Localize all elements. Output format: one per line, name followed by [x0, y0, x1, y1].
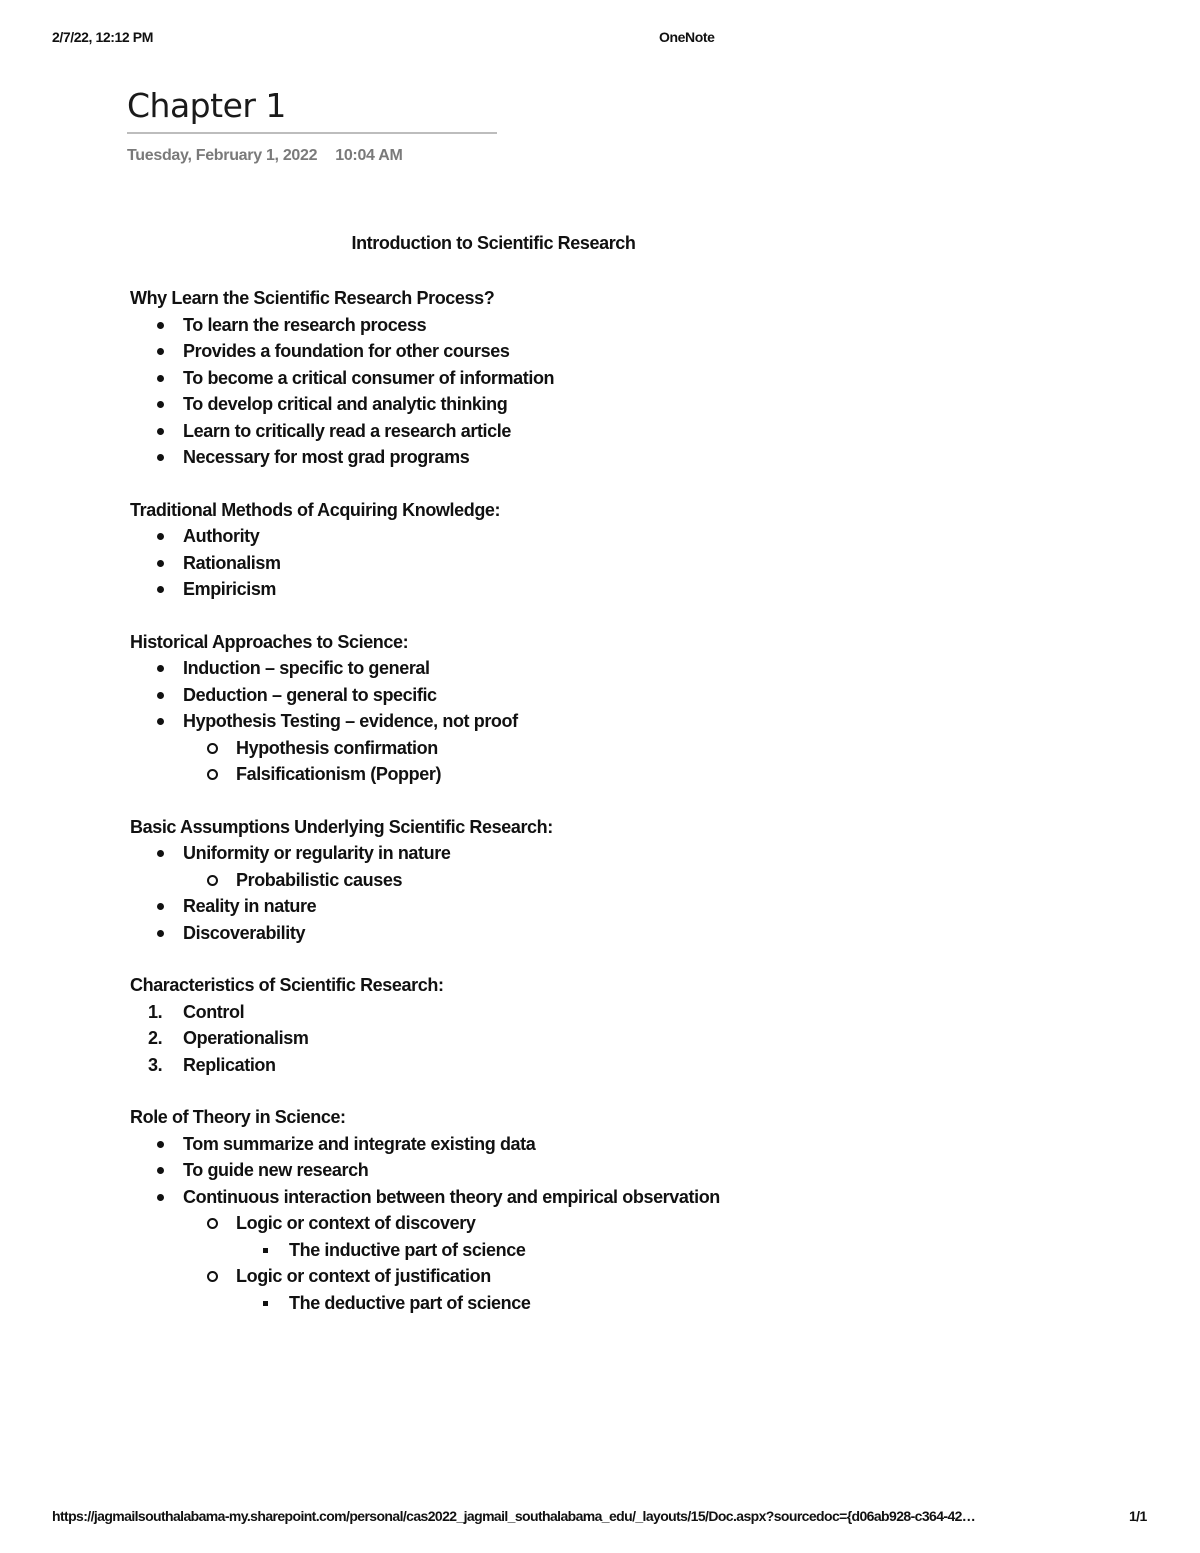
- list-item: [130, 1184, 1050, 1211]
- bullet-icon: [157, 560, 164, 567]
- list-item: [130, 418, 1050, 445]
- bullet-list: [130, 655, 1050, 788]
- list-item-text: Reality in nature: [183, 896, 317, 916]
- list-item-text: Logic or context of justification: [236, 1266, 491, 1286]
- list-item-text: Control: [183, 1001, 245, 1022]
- sub-list-item: [130, 867, 1050, 894]
- bullet-icon: [157, 903, 164, 910]
- sub-list-item: [130, 1263, 1050, 1290]
- numbered-list: [130, 999, 1050, 1079]
- print-url: https://jagmailsouthalabama-my.sharepoint.com/personal/cas2022_jagmail_southalabama_edu/_layouts/15/Doc.aspx?sourcedoc={d06ab928-c364-42…: [52, 1508, 976, 1524]
- list-number: 1.: [148, 1001, 163, 1022]
- list-item-text: Hypothesis Testing – evidence, not proof: [183, 711, 518, 731]
- bullet-icon: [157, 1194, 164, 1201]
- section-why-learn: [130, 285, 1050, 471]
- list-item-text: Uniformity or regularity in nature: [183, 843, 451, 863]
- circle-bullet-icon: [207, 1218, 218, 1229]
- sub-sub-list-item: [130, 1237, 1050, 1264]
- list-number: 2.: [148, 1028, 163, 1048]
- list-item-text: To become a critical consumer of information: [183, 367, 555, 388]
- list-item: [130, 523, 1050, 550]
- list-item-text: The deductive part of science: [289, 1292, 531, 1313]
- list-item: [130, 920, 1050, 947]
- section-characteristics: [130, 972, 1050, 1078]
- list-item-text: Learn to critically read a research article: [183, 420, 511, 441]
- page-date-time: [127, 147, 403, 165]
- circle-bullet-icon: [207, 875, 218, 886]
- bullet-icon: [157, 322, 164, 329]
- bullet-list: [130, 840, 1050, 946]
- list-item: [130, 999, 1050, 1026]
- section-title: Role of Theory in Science:: [130, 1107, 346, 1127]
- list-item-text: To guide new research: [183, 1160, 369, 1180]
- list-number: 3.: [148, 1054, 163, 1075]
- list-item: [130, 655, 1050, 682]
- print-app-name: OneNote: [659, 29, 715, 45]
- sub-list-item: [130, 735, 1050, 762]
- note-content: [130, 230, 1050, 1342]
- bullet-icon: [157, 692, 164, 699]
- bullet-list: [130, 523, 1050, 603]
- bullet-icon: [157, 454, 164, 461]
- section-traditional-methods: [130, 497, 1050, 603]
- bullet-icon: [157, 428, 164, 435]
- list-item: [130, 708, 1050, 735]
- list-item: [130, 312, 1050, 339]
- list-item: [130, 840, 1050, 867]
- list-item-text: Logic or context of discovery: [236, 1213, 476, 1233]
- list-item-text: Tom summarize and integrate existing data: [183, 1133, 536, 1154]
- bullet-icon: [157, 930, 164, 937]
- bullet-icon: [157, 375, 164, 382]
- bullet-icon: [157, 1141, 164, 1148]
- sub-list-item: [130, 1210, 1050, 1237]
- section-title: Characteristics of Scientific Research:: [130, 975, 444, 995]
- page-title: Chapter 1: [127, 86, 286, 125]
- list-item-text: Deduction – general to specific: [183, 684, 437, 705]
- title-underline: [127, 132, 497, 134]
- section-basic-assumptions: [130, 814, 1050, 947]
- print-timestamp: 2/7/22, 12:12 PM: [52, 29, 153, 45]
- list-item-text: Probabilistic causes: [236, 869, 403, 890]
- section-title: Traditional Methods of Acquiring Knowledge:: [130, 499, 501, 520]
- list-item: [130, 893, 1050, 920]
- bullet-list: [130, 1131, 1050, 1317]
- list-item-text: Provides a foundation for other courses: [183, 341, 510, 361]
- bullet-icon: [157, 401, 164, 408]
- list-item: [130, 391, 1050, 418]
- section-historical-approaches: [130, 629, 1050, 788]
- list-item-text: Necessary for most grad programs: [183, 447, 470, 467]
- list-item-text: To learn the research process: [183, 314, 427, 335]
- list-item: [130, 1131, 1050, 1158]
- list-item: [130, 444, 1050, 471]
- list-item: [130, 1157, 1050, 1184]
- list-item-text: Authority: [183, 526, 260, 546]
- list-item-text: Induction – specific to general: [183, 658, 430, 678]
- list-item: [130, 550, 1050, 577]
- list-item: [130, 682, 1050, 709]
- bullet-icon: [157, 718, 164, 725]
- bullet-icon: [157, 348, 164, 355]
- list-item: [130, 1052, 1050, 1079]
- list-item-text: The inductive part of science: [289, 1239, 526, 1260]
- section-title: Why Learn the Scientific Research Process?: [130, 288, 495, 308]
- bullet-icon: [157, 533, 164, 540]
- list-item-text: Continuous interaction between theory and empirical observation: [183, 1186, 720, 1207]
- list-item: [130, 576, 1050, 603]
- page-time: 10:04 AM: [335, 147, 403, 164]
- list-item-text: To develop critical and analytic thinking: [183, 394, 508, 414]
- sub-list-item: [130, 761, 1050, 788]
- list-item-text: Replication: [183, 1054, 276, 1075]
- document-heading: Introduction to Scientific Research: [351, 233, 636, 253]
- square-bullet-icon: [263, 1301, 268, 1306]
- bullet-list: [130, 312, 1050, 471]
- square-bullet-icon: [263, 1248, 268, 1253]
- circle-bullet-icon: [207, 743, 218, 754]
- bullet-icon: [157, 586, 164, 593]
- section-title: Basic Assumptions Underlying Scientific Research:: [130, 816, 553, 837]
- list-item: [130, 1025, 1050, 1052]
- list-item-text: Hypothesis confirmation: [236, 737, 438, 758]
- list-item-text: Rationalism: [183, 552, 281, 573]
- section-title: Historical Approaches to Science:: [130, 631, 409, 652]
- bullet-icon: [157, 850, 164, 857]
- bullet-icon: [157, 1167, 164, 1174]
- print-page-count: 1/1: [1129, 1508, 1147, 1524]
- sub-sub-list-item: [130, 1290, 1050, 1317]
- circle-bullet-icon: [207, 769, 218, 780]
- list-item: [130, 338, 1050, 365]
- bullet-icon: [157, 665, 164, 672]
- list-item-text: Discoverability: [183, 922, 306, 943]
- list-item: [130, 365, 1050, 392]
- section-role-of-theory: [130, 1104, 1050, 1316]
- list-item-text: Falsificationism (Popper): [236, 764, 442, 784]
- list-item-text: Empiricism: [183, 579, 277, 599]
- page-date: Tuesday, February 1, 2022: [127, 147, 318, 164]
- list-item-text: Operationalism: [183, 1028, 309, 1048]
- circle-bullet-icon: [207, 1271, 218, 1282]
- print-header: [0, 29, 1200, 49]
